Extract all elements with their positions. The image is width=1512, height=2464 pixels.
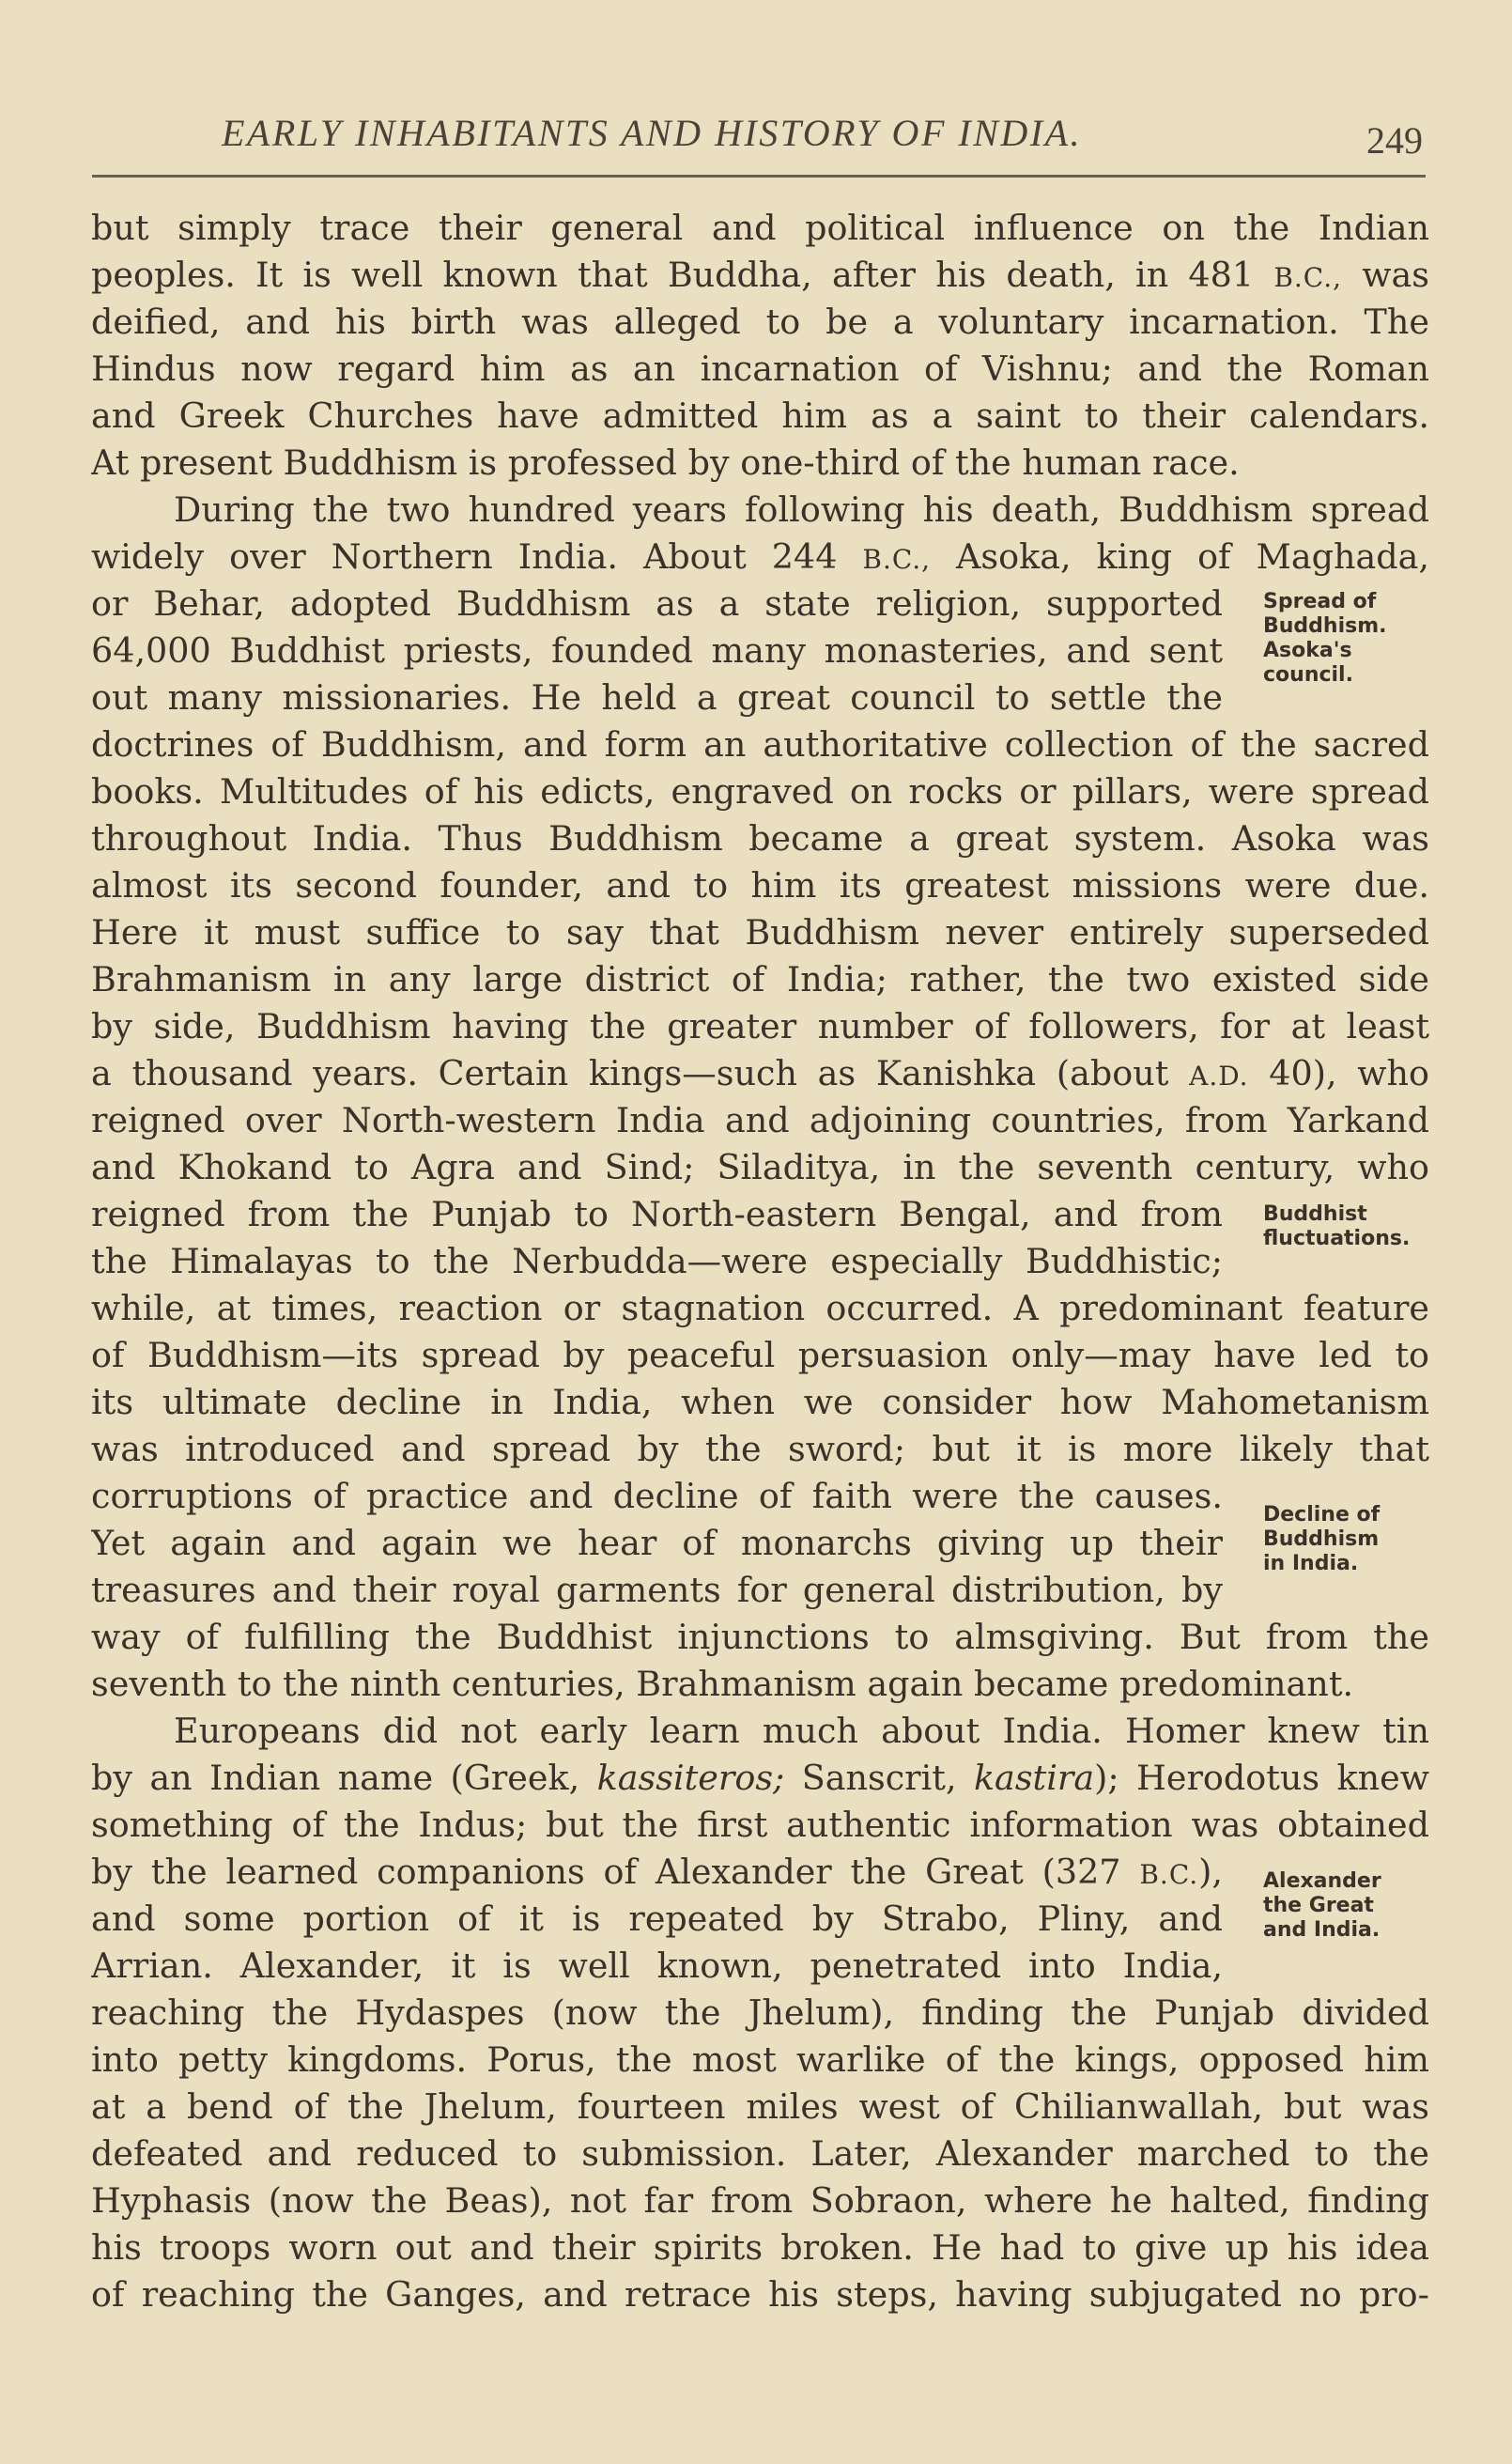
text-line: the Himalayas to the Nerbudda—were especially Buddhistic; [91, 1241, 1223, 1281]
margin-note-line: Alexander [1263, 1869, 1381, 1893]
text-line: at a bend of the Jhelum, fourteen miles west of Chilianwallah, but was [91, 2086, 1429, 2127]
text-line: Yet again and again we hear of monarchs giving up their [91, 1523, 1223, 1563]
text-line: reigned over North-western India and adjoining countries, from Yarkand [91, 1100, 1429, 1140]
text-line: by side, Buddhism having the greater number of followers, for at least [91, 1006, 1429, 1046]
text-line: into petty kingdoms. Porus, the most warlike of the kings, opposed him [91, 2039, 1429, 2080]
page-number: 249 [1366, 119, 1423, 162]
era-abbrev: B.C., [1273, 262, 1343, 293]
text-line: out many missionaries. He held a great council to settle the [91, 677, 1223, 718]
text-line: by the learned companions of Alexander the Great (327 B.C.), [91, 1852, 1223, 1892]
text-line: Hindus now regard him as an incarnation of Vishnu; and the Roman [91, 349, 1429, 389]
margin-note-line: in India. [1263, 1552, 1359, 1575]
text-line: seventh to the ninth centuries, Brahmanism again became predominant. [91, 1664, 1354, 1704]
text-line: widely over Northern India. About 244 B.C., Asoka, king of Maghada, [91, 536, 1429, 577]
text-line: treasures and their royal garments for general distribution, by [91, 1570, 1223, 1610]
text-line: peoples. It is well known that Buddha, after his death, in 481 B.C., was [91, 255, 1429, 295]
margin-note-line: Buddhist [1263, 1202, 1367, 1226]
text-line: its ultimate decline in India, when we consider how Mahometanism [91, 1382, 1429, 1422]
body-text [91, 205, 1429, 2318]
margin-note-line: Buddhism [1263, 1527, 1380, 1551]
margin-note-line: Decline of [1263, 1503, 1381, 1526]
text-line: Arrian. Alexander, it is well known, penetrated into India, [91, 1945, 1223, 1986]
text-line: defeated and reduced to submission. Later, Alexander marched to the [91, 2133, 1429, 2174]
text-line: and Greek Churches have admitted him as a saint to their calendars. [91, 395, 1429, 436]
greek-term: kassiteros; [596, 1758, 785, 1798]
margin-note-line: fluctuations. [1263, 1227, 1411, 1250]
text-line: Brahmanism in any large district of India; rather, the two existed side [91, 959, 1429, 1000]
text-line: of reaching the Ganges, and retrace his steps, having subjugated no pro- [91, 2274, 1429, 2315]
text-line: almost its second founder, and to him its greatest missions were due. [91, 865, 1429, 906]
running-head [0, 111, 1512, 167]
text-line: way of fulfilling the Buddhist injunctions to almsgiving. But from the [91, 1617, 1429, 1657]
margin-note-line: Buddhism. [1263, 614, 1387, 638]
era-abbrev: B.C. [1139, 1859, 1199, 1890]
text-line: Europeans did not early learn much about India. Homer knew tin [174, 1711, 1429, 1751]
era-abbrev: A.D. [1189, 1061, 1249, 1092]
text-line: while, at times, reaction or stagnation occurred. A predominant feature [91, 1288, 1429, 1328]
margin-note-line: and India. [1263, 1918, 1381, 1942]
era-abbrev: B.C., [862, 544, 932, 575]
running-title: EARLY INHABITANTS AND HISTORY OF INDIA. [222, 112, 1083, 154]
margin-note-line: Spread of [1263, 590, 1377, 613]
text-line: and some portion of it is repeated by Strabo, Pliny, and [91, 1898, 1223, 1939]
sanscrit-term: kastira [973, 1758, 1095, 1798]
text-line: something of the Indus; but the first authentic information was obtained [91, 1805, 1429, 1845]
text-line: of Buddhism—its spread by peaceful persuasion only—may have led to [91, 1335, 1429, 1375]
text-line: by an Indian name (Greek, kassiteros; Sanscrit, kastira); Herodotus knew [91, 1758, 1429, 1798]
header-rule [92, 175, 1426, 178]
text-line: 64,000 Buddhist priests, founded many monasteries, and sent [91, 630, 1223, 671]
text-line: his troops worn out and their spirits broken. He had to give up his idea [91, 2227, 1429, 2268]
text-line: books. Multitudes of his edicts, engraved on rocks or pillars, were spread [91, 771, 1429, 812]
text-line: and Khokand to Agra and Sind; Siladitya, in the seventh century, who [91, 1147, 1429, 1187]
text-line: corruptions of practice and decline of faith were the causes. [91, 1476, 1223, 1516]
margin-note-line: council. [1263, 663, 1353, 687]
text-line: Hyphasis (now the Beas), not far from Sobraon, where he halted, finding [91, 2180, 1429, 2221]
text-line: Here it must suffice to say that Buddhism never entirely superseded [91, 912, 1429, 953]
text-line: but simply trace their general and political influence on the Indian [91, 208, 1429, 248]
text-line: deified, and his birth was alleged to be a voluntary incarnation. The [91, 302, 1429, 342]
margin-note-line: the Great [1263, 1894, 1374, 1917]
text-line: was introduced and spread by the sword; but it is more likely that [91, 1429, 1429, 1469]
text-line: reigned from the Punjab to North-eastern Bengal, and from [91, 1194, 1223, 1234]
text-line: or Behar, adopted Buddhism as a state religion, supported [91, 583, 1223, 624]
text-line: reaching the Hydaspes (now the Jhelum), finding the Punjab divided [91, 1992, 1429, 2033]
text-line: throughout India. Thus Buddhism became a great system. Asoka was [91, 818, 1429, 859]
text-line: doctrines of Buddhism, and form an authoritative collection of the sacred [91, 724, 1429, 765]
margin-note-line: Asoka's [1263, 639, 1352, 662]
text-line: During the two hundred years following his death, Buddhism spread [174, 489, 1429, 530]
text-line: a thousand years. Certain kings—such as Kanishka (about A.D. 40), who [91, 1053, 1429, 1093]
text-line: At present Buddhism is professed by one-third of the human race. [91, 442, 1240, 483]
